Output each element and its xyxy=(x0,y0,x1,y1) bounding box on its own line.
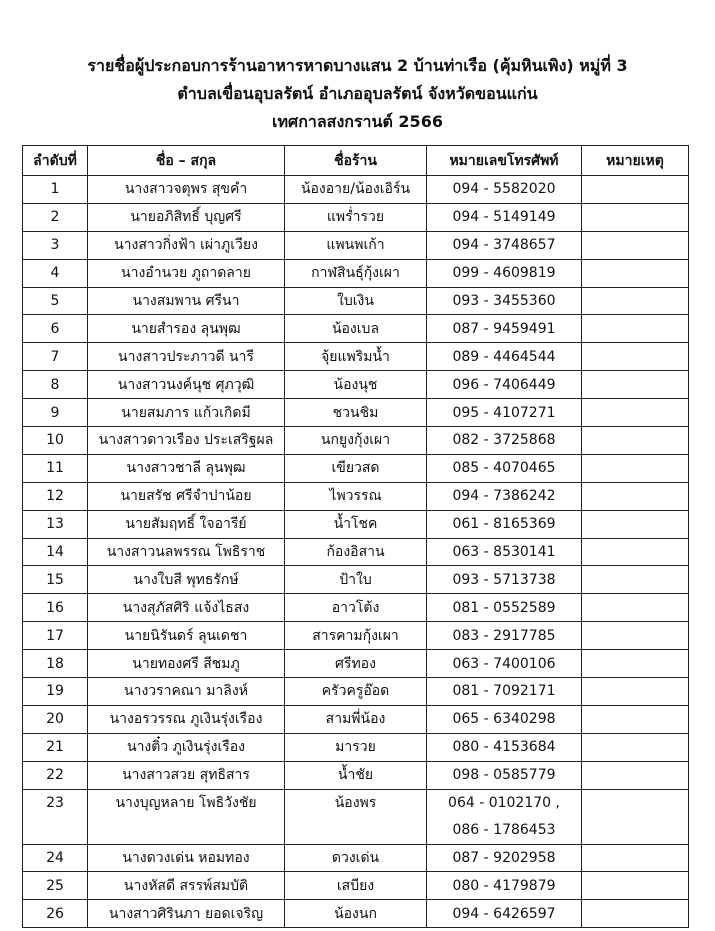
table-header-row xyxy=(23,146,689,176)
table-row xyxy=(23,678,689,706)
cell-phone: 094 - 5149149 xyxy=(427,203,582,231)
cell-name: นางสาวจตุพร สุขคำ xyxy=(88,176,285,204)
cell-note xyxy=(582,231,689,259)
cell-phone: 080 - 4179879 xyxy=(427,872,582,900)
table-row xyxy=(23,287,689,315)
cell-no: 11 xyxy=(23,454,88,482)
cell-phone: 094 - 7386242 xyxy=(427,482,582,510)
cell-phone: 093 - 5713738 xyxy=(427,566,582,594)
cell-shop: ป้าใบ xyxy=(285,566,427,594)
cell-phone: 089 - 4464544 xyxy=(427,343,582,371)
cell-shop: ไพวรรณ xyxy=(285,482,427,510)
cell-note xyxy=(582,287,689,315)
cell-no: 26 xyxy=(23,900,88,928)
cell-shop: เสบียง xyxy=(285,872,427,900)
cell-name: นางสาวกิ่งฟ้า เผ่าภูเวียง xyxy=(88,231,285,259)
cell-note xyxy=(582,900,689,928)
cell-name: นางสุภัสศิริ แจ้งไธสง xyxy=(88,594,285,622)
table-row xyxy=(23,650,689,678)
column-header-no: ลำดับที่ xyxy=(23,146,88,176)
cell-shop: น้องนุช xyxy=(285,371,427,399)
cell-name: นางบุญหลาย โพธิวังชัย xyxy=(88,789,285,844)
table-row xyxy=(23,900,689,928)
cell-note xyxy=(582,482,689,510)
cell-no: 15 xyxy=(23,566,88,594)
cell-name: นางวราคณา มาลิงห์ xyxy=(88,678,285,706)
column-header-shop: ชื่อร้าน xyxy=(285,146,427,176)
table-row xyxy=(23,594,689,622)
cell-phone: 095 - 4107271 xyxy=(427,399,582,427)
cell-phone: 081 - 0552589 xyxy=(427,594,582,622)
cell-phone: 096 - 7406449 xyxy=(427,371,582,399)
cell-note xyxy=(582,761,689,789)
cell-shop: น้ำโชค xyxy=(285,510,427,538)
cell-name: นางสาวศิรินภา ยอดเจริญ xyxy=(88,900,285,928)
table-row xyxy=(23,343,689,371)
cell-shop: มารวย xyxy=(285,733,427,761)
cell-no: 20 xyxy=(23,705,88,733)
title-line-2: ตำบลเขื่อนอุบลรัตน์ อำเภออุบลรัตน์ จังหวัดขอนแก่น xyxy=(177,84,538,103)
cell-no: 25 xyxy=(23,872,88,900)
cell-no: 2 xyxy=(23,203,88,231)
cell-phone: 083 - 2917785 xyxy=(427,622,582,650)
cell-no: 12 xyxy=(23,482,88,510)
cell-phone: 094 - 6426597 xyxy=(427,900,582,928)
cell-note xyxy=(582,566,689,594)
cell-note xyxy=(582,538,689,566)
cell-name: นายสมภาร แก้วเกิดมี xyxy=(88,399,285,427)
column-header-note: หมายเหตุ xyxy=(582,146,689,176)
vendor-table xyxy=(22,145,689,928)
cell-note xyxy=(582,371,689,399)
cell-name: นางอำนวย ภูถาดลาย xyxy=(88,259,285,287)
table-row xyxy=(23,371,689,399)
cell-note xyxy=(582,399,689,427)
cell-phone: 094 - 5582020 xyxy=(427,176,582,204)
cell-note xyxy=(582,315,689,343)
phone-line-1: 064 - 0102170 , xyxy=(448,794,560,811)
cell-no: 22 xyxy=(23,761,88,789)
cell-name: นางใบสี พุทธรักษ์ xyxy=(88,566,285,594)
table-row xyxy=(23,844,689,872)
cell-phone: 081 - 7092171 xyxy=(427,678,582,706)
cell-shop: กาฬสินธุ์กุ้งเผา xyxy=(285,259,427,287)
table-row xyxy=(23,789,689,844)
table-body xyxy=(23,176,689,928)
cell-no: 4 xyxy=(23,259,88,287)
cell-shop: น้องพร xyxy=(285,789,427,844)
cell-name: นางสาวสวย สุทธิสาร xyxy=(88,761,285,789)
table-row xyxy=(23,538,689,566)
cell-shop: น้องนก xyxy=(285,900,427,928)
table-row xyxy=(23,399,689,427)
cell-shop: ชวนชิม xyxy=(285,399,427,427)
cell-shop: นกยูงกุ้งเผา xyxy=(285,427,427,455)
cell-note xyxy=(582,203,689,231)
cell-phone: 065 - 6340298 xyxy=(427,705,582,733)
cell-note xyxy=(582,733,689,761)
cell-note xyxy=(582,454,689,482)
title-line-3: เทศกาลสงกรานต์ 2566 xyxy=(272,112,443,131)
cell-note xyxy=(582,176,689,204)
cell-name: นางหัสดี สรรพ์สมบัติ xyxy=(88,872,285,900)
cell-name: นางติ๋ว ภูเงินรุ่งเรือง xyxy=(88,733,285,761)
table-row xyxy=(23,510,689,538)
cell-shop: น้ำชัย xyxy=(285,761,427,789)
table-row xyxy=(23,705,689,733)
cell-no: 6 xyxy=(23,315,88,343)
table-row xyxy=(23,176,689,204)
table-row xyxy=(23,315,689,343)
cell-phone xyxy=(427,789,582,844)
cell-note xyxy=(582,872,689,900)
cell-no: 7 xyxy=(23,343,88,371)
column-header-phone: หมายเลขโทรศัพท์ xyxy=(427,146,582,176)
cell-name: นางสาวนงค์นุช ศุภวุฒิ xyxy=(88,371,285,399)
cell-phone: 087 - 9459491 xyxy=(427,315,582,343)
cell-phone: 093 - 3455360 xyxy=(427,287,582,315)
cell-name: นางดวงเด่น หอมทอง xyxy=(88,844,285,872)
cell-no: 1 xyxy=(23,176,88,204)
cell-phone: 063 - 7400106 xyxy=(427,650,582,678)
table-row xyxy=(23,231,689,259)
cell-shop: ก้องอิสาน xyxy=(285,538,427,566)
table-row xyxy=(23,622,689,650)
cell-phone: 061 - 8165369 xyxy=(427,510,582,538)
table-row xyxy=(23,259,689,287)
cell-note xyxy=(582,650,689,678)
cell-name: นายสำรอง ลุนพุฒ xyxy=(88,315,285,343)
cell-note xyxy=(582,678,689,706)
cell-note xyxy=(582,844,689,872)
phone-line-2: 086 - 1786453 xyxy=(452,821,556,838)
cell-name: นายอภิสิทธิ์ บุญศรี xyxy=(88,203,285,231)
cell-shop: สามพี่น้อง xyxy=(285,705,427,733)
cell-name: นายทองศรี สีชมภู xyxy=(88,650,285,678)
cell-phone: 063 - 8530141 xyxy=(427,538,582,566)
cell-phone: 098 - 0585779 xyxy=(427,761,582,789)
cell-no: 9 xyxy=(23,399,88,427)
cell-no: 24 xyxy=(23,844,88,872)
table-row xyxy=(23,482,689,510)
cell-name: นางอรวรรณ ภูเงินรุ่งเรือง xyxy=(88,705,285,733)
cell-name: นายสัมฤทธิ์ ใจอารีย์ xyxy=(88,510,285,538)
cell-note xyxy=(582,259,689,287)
cell-name: นางสมพาน ศรีนา xyxy=(88,287,285,315)
cell-name: นางสาวนลพรรณ โพธิราช xyxy=(88,538,285,566)
table-row xyxy=(23,733,689,761)
cell-phone: 099 - 4609819 xyxy=(427,259,582,287)
cell-phone: 082 - 3725868 xyxy=(427,427,582,455)
cell-shop: แพนพเก้า xyxy=(285,231,427,259)
cell-shop: ใบเงิน xyxy=(285,287,427,315)
cell-no: 13 xyxy=(23,510,88,538)
cell-no: 8 xyxy=(23,371,88,399)
cell-no: 14 xyxy=(23,538,88,566)
column-header-name: ชื่อ – สกุล xyxy=(88,146,285,176)
cell-shop: น้องอาย/น้องเอิร์น xyxy=(285,176,427,204)
cell-phone: 087 - 9202958 xyxy=(427,844,582,872)
cell-note xyxy=(582,594,689,622)
cell-shop: น้องเบล xyxy=(285,315,427,343)
cell-note xyxy=(582,427,689,455)
cell-no: 21 xyxy=(23,733,88,761)
cell-no: 23 xyxy=(23,789,88,844)
cell-phone: 094 - 3748657 xyxy=(427,231,582,259)
cell-name: นายนิรันดร์ ลุนเดชา xyxy=(88,622,285,650)
document-header xyxy=(0,52,715,136)
table-row xyxy=(23,427,689,455)
cell-shop: ศรีทอง xyxy=(285,650,427,678)
cell-no: 16 xyxy=(23,594,88,622)
cell-note xyxy=(582,789,689,844)
cell-phone: 080 - 4153684 xyxy=(427,733,582,761)
cell-no: 10 xyxy=(23,427,88,455)
cell-shop: เขียวสด xyxy=(285,454,427,482)
cell-shop: สารคามกุ้งเผา xyxy=(285,622,427,650)
cell-shop: ดวงเด่น xyxy=(285,844,427,872)
cell-no: 5 xyxy=(23,287,88,315)
cell-phone: 085 - 4070465 xyxy=(427,454,582,482)
cell-note xyxy=(582,705,689,733)
cell-note xyxy=(582,343,689,371)
cell-note xyxy=(582,510,689,538)
cell-name: นายสรัช ศรีจำปาน้อย xyxy=(88,482,285,510)
table-row xyxy=(23,761,689,789)
table-row xyxy=(23,872,689,900)
cell-name: นางสาวประภาวดี นารี xyxy=(88,343,285,371)
table-row xyxy=(23,454,689,482)
cell-no: 17 xyxy=(23,622,88,650)
cell-shop: ครัวครูอ๊อด xyxy=(285,678,427,706)
cell-note xyxy=(582,622,689,650)
cell-shop: อาวโต้ง xyxy=(285,594,427,622)
title-line-1: รายชื่อผู้ประกอบการร้านอาหารหาดบางแสน 2 บ้านท่าเรือ (คุ้มหินเพิง) หมู่ที่ 3 xyxy=(87,56,628,75)
table-row xyxy=(23,566,689,594)
cell-no: 18 xyxy=(23,650,88,678)
table-row xyxy=(23,203,689,231)
cell-no: 19 xyxy=(23,678,88,706)
cell-shop: แพร่ำรวย xyxy=(285,203,427,231)
cell-name: นางสาวดาวเรือง ประเสริฐผล xyxy=(88,427,285,455)
cell-shop: จุ้ยแพริมน้ำ xyxy=(285,343,427,371)
cell-no: 3 xyxy=(23,231,88,259)
cell-name: นางสาวชาลี ลุนพุฒ xyxy=(88,454,285,482)
